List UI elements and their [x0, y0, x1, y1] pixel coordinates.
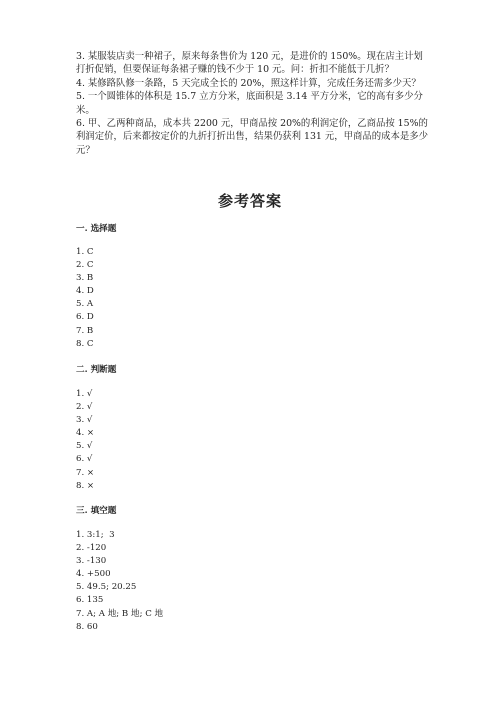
section-multiple-choice	[76, 222, 376, 351]
answer-item: 8. 60	[76, 621, 98, 632]
section-title-fill-in-blank: 三. 填空题	[76, 506, 117, 516]
answer-item: 4. +500	[76, 569, 111, 580]
section-title-true-false: 二. 判断题	[76, 365, 117, 375]
answer-item: 3. B	[76, 273, 94, 284]
answer-item: 6. D	[76, 312, 94, 323]
answer-item: 3. √	[76, 415, 93, 426]
answer-list-true-false	[76, 388, 376, 493]
problem-list	[76, 50, 432, 157]
answer-item: 6. 135	[76, 595, 104, 606]
answer-list-fill-in-blank	[76, 529, 376, 634]
answer-item: 6. √	[76, 454, 93, 465]
section-title-multiple-choice: 一. 选择题	[76, 224, 117, 234]
answer-item: 1. C	[76, 247, 94, 257]
answer-item: 3. -130	[76, 556, 107, 567]
answer-item: 7. B	[76, 325, 94, 336]
answer-item: 8. C	[76, 338, 94, 349]
answer-item: 1. √	[76, 389, 93, 399]
answer-item: 2. C	[76, 260, 94, 271]
answer-list-multiple-choice	[76, 246, 376, 351]
section-true-false	[76, 363, 376, 493]
answer-key-title: 参考答案	[217, 192, 282, 210]
answer-item: 4. D	[76, 286, 94, 297]
problem-3: 3. 某服装店卖一种裙子，原来每条售价为 120 元，是进价的 150%。现在店主计划打折促销，但要保证每条裙子赚的钱不少于 10 元。问：折扣不能低于几折？	[76, 51, 423, 76]
answer-item: 5. 49.5; 20.25	[76, 582, 137, 593]
answer-item: 1. 3:1; 3	[76, 530, 115, 540]
problem-6: 6. 甲、乙两种商品，成本共 2200 元，甲商品按 20%的利润定价，乙商品按 15%的利润定价，后来都按定价的九折打折出售，结果仍获利 131 元，甲商品的成本是多少元？	[76, 118, 428, 156]
answer-item: 2. √	[76, 402, 93, 413]
answer-item: 5. √	[76, 441, 93, 452]
answer-item: 4. ×	[76, 428, 95, 439]
answer-item: 5. A	[76, 299, 94, 310]
answer-item: 7. ×	[76, 467, 95, 478]
answer-item: 7. A; A 地; B 地; C 地	[76, 608, 164, 619]
problem-4: 4. 某修路队修一条路，5 天完成全长的 20%，照这样计算，完成任务还需多少天？	[76, 77, 421, 89]
problem-5: 5. 一个圆锥体的体积是 15.7 立方分米，底面积是 3.14 平方分米，它的高有多少分米。	[76, 91, 423, 116]
answer-item: 8. ×	[76, 480, 95, 491]
section-fill-in-blank	[76, 504, 376, 634]
answer-item: 2. -120	[76, 543, 107, 554]
